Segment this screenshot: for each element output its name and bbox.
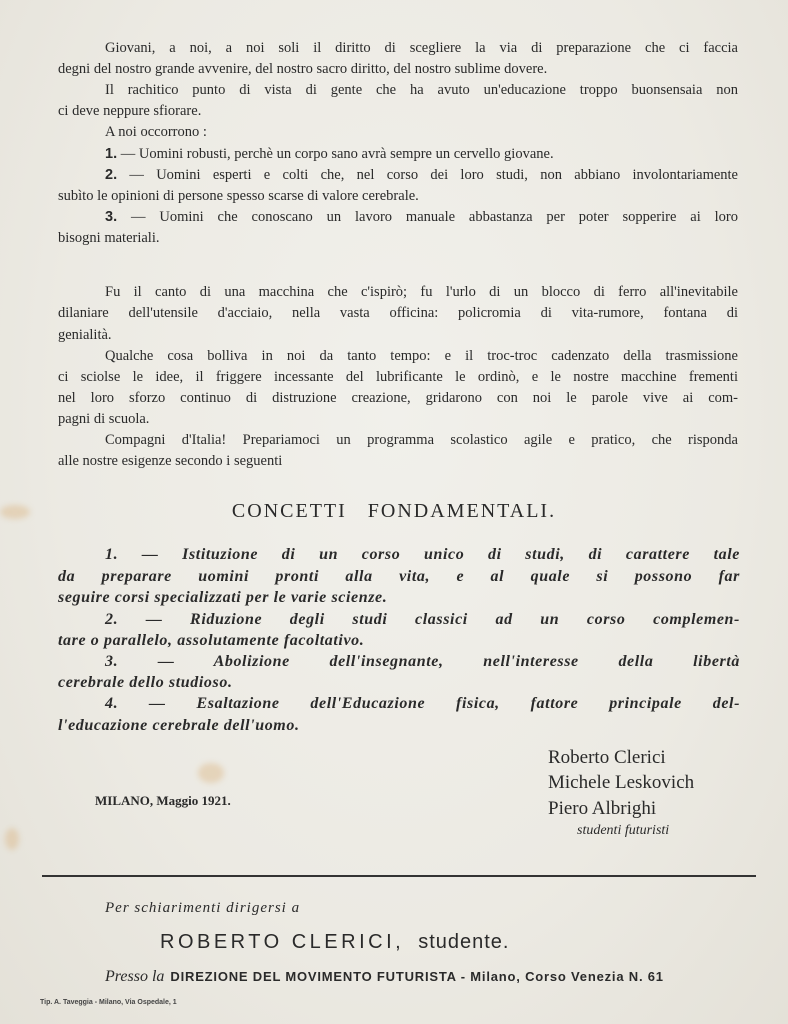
text-line bbox=[105, 282, 738, 302]
line-text: Fu il canto di una macchina che c'ispirò; fu l'urlo di un blocco di ferro all'inevitabile bbox=[105, 284, 738, 300]
line-text: pagni di scuola. bbox=[58, 411, 150, 427]
organization: DIREZIONE DEL MOVIMENTO FUTURISTA bbox=[170, 969, 457, 984]
text-line bbox=[58, 631, 740, 651]
text-line bbox=[105, 122, 738, 142]
place-date: MILANO, Maggio 1921. bbox=[95, 793, 231, 808]
line-text: 3. — Abolizione dell'insegnante, nell'interesse della libertà bbox=[105, 653, 740, 670]
text-line bbox=[58, 303, 738, 323]
contact-name-line bbox=[160, 931, 510, 954]
printer-imprint: Tip. A. Taveggia - Milano, Via Ospedale, 1 bbox=[40, 999, 177, 1006]
text-line bbox=[58, 588, 740, 608]
address: - Milano, Corso Venezia N. 61 bbox=[456, 969, 664, 984]
signatories-role: studenti futuristi bbox=[577, 823, 670, 838]
text-line bbox=[105, 144, 738, 164]
line-text: bisogni materiali. bbox=[58, 230, 160, 246]
line-text: cerebrale dello studioso. bbox=[58, 674, 233, 691]
signatory: Michele Leskovich bbox=[548, 772, 695, 793]
line-text: ci deve neppure sfiorare. bbox=[58, 103, 202, 119]
line-text: dilaniare dell'utensile d'acciaio, nella vasta officina: policromia di vita-rumore, fontana di bbox=[58, 305, 738, 321]
line-text: tare o parallelo, assolutamente facoltativo. bbox=[58, 632, 365, 649]
text-line bbox=[58, 567, 740, 587]
line-text: seguire corsi specializzati per le varie scienze. bbox=[58, 589, 388, 606]
signatory: Roberto Clerici bbox=[548, 747, 666, 768]
text-line bbox=[58, 59, 738, 79]
text-line bbox=[105, 652, 740, 672]
contact-role: studente. bbox=[418, 931, 510, 953]
contact-name: ROBERTO CLERICI, bbox=[160, 931, 405, 953]
line-text: Giovani, a noi, a noi soli il diritto di scegliere la via di preparazione che ci faccia bbox=[105, 40, 738, 56]
text-line bbox=[58, 101, 738, 121]
text-line bbox=[105, 545, 740, 565]
section-heading: CONCETTI FONDAMENTALI. bbox=[231, 500, 557, 522]
line-text: da preparare uomini pronti alla vita, e al quale si possono far bbox=[58, 568, 740, 585]
line-text: Qualche cosa bolliva in noi da tanto tempo: e il troc-troc cadenzato della trasmissione bbox=[105, 348, 738, 364]
line-text: l'educazione cerebrale dell'uomo. bbox=[58, 717, 300, 734]
text-line bbox=[58, 716, 740, 736]
line-text: 4. — Esaltazione dell'Educazione fisica, fattore principale del- bbox=[105, 695, 740, 712]
text-line bbox=[105, 80, 738, 100]
item-number: 1. bbox=[105, 146, 118, 162]
line-text: — Uomini robusti, perchè un corpo sano avrà sempre un cervello giovane. bbox=[117, 146, 554, 162]
line-text: 1. — Istituzione di un corso unico di studi, di carattere tale bbox=[105, 546, 740, 563]
text-line bbox=[105, 207, 738, 227]
paper-stain bbox=[5, 828, 19, 850]
item-number: 2. bbox=[105, 167, 118, 183]
line-text: genialità. bbox=[58, 327, 112, 343]
line-text: A noi occorrono : bbox=[105, 124, 207, 140]
line-text: Il rachitico punto di vista di gente che ha avuto un'educazione troppo buonsensaia non bbox=[105, 82, 738, 98]
signatory: Piero Albrighi bbox=[548, 798, 657, 819]
line-text: nel loro sforzo continuo di distruzione creazione, gridarono con noi le parole vive ai com- bbox=[58, 390, 738, 406]
presso-label: Presso la bbox=[105, 968, 165, 985]
paper-stain bbox=[198, 763, 224, 783]
text-line bbox=[105, 430, 738, 450]
contact-address-line bbox=[105, 968, 664, 986]
item-number: 3. bbox=[105, 209, 118, 225]
text-line bbox=[58, 325, 738, 345]
text-line bbox=[105, 346, 738, 366]
text-line bbox=[58, 228, 738, 248]
divider bbox=[42, 875, 756, 877]
text-line bbox=[105, 38, 738, 58]
text-line bbox=[58, 409, 738, 429]
text-line bbox=[105, 165, 738, 185]
text-line bbox=[105, 694, 740, 714]
line-text: alle nostre esigenze secondo i seguenti bbox=[58, 453, 283, 469]
line-text: ci sciolse le idee, il friggere incessante del lubrificante le ordinò, e le nostre macchine frementi bbox=[58, 369, 738, 385]
line-text: Compagni d'Italia! Prepariamoci un programma scolastico agile e pratico, che risponda bbox=[105, 432, 738, 448]
text-line bbox=[58, 186, 738, 206]
line-text: — Uomini che conoscano un lavoro manuale abbastanza per poter sopperire ai loro bbox=[117, 209, 738, 225]
text-line bbox=[58, 388, 738, 408]
contact-intro: Per schiarimenti dirigersi a bbox=[105, 900, 301, 916]
line-text: 2. — Riduzione degli studi classici ad un corso complemen- bbox=[105, 611, 740, 628]
text-line bbox=[105, 610, 740, 630]
line-text: — Uomini esperti e colti che, nel corso dei loro studi, non abbiano involontariamente bbox=[117, 167, 738, 183]
text-line bbox=[58, 451, 738, 471]
text-line bbox=[58, 673, 740, 693]
line-text: subìto le opinioni di persone spesso scarse di valore cerebrale. bbox=[58, 188, 419, 204]
line-text: degni del nostro grande avvenire, del nostro sacro diritto, del nostro sublime dovere. bbox=[58, 61, 548, 77]
text-line bbox=[58, 367, 738, 387]
